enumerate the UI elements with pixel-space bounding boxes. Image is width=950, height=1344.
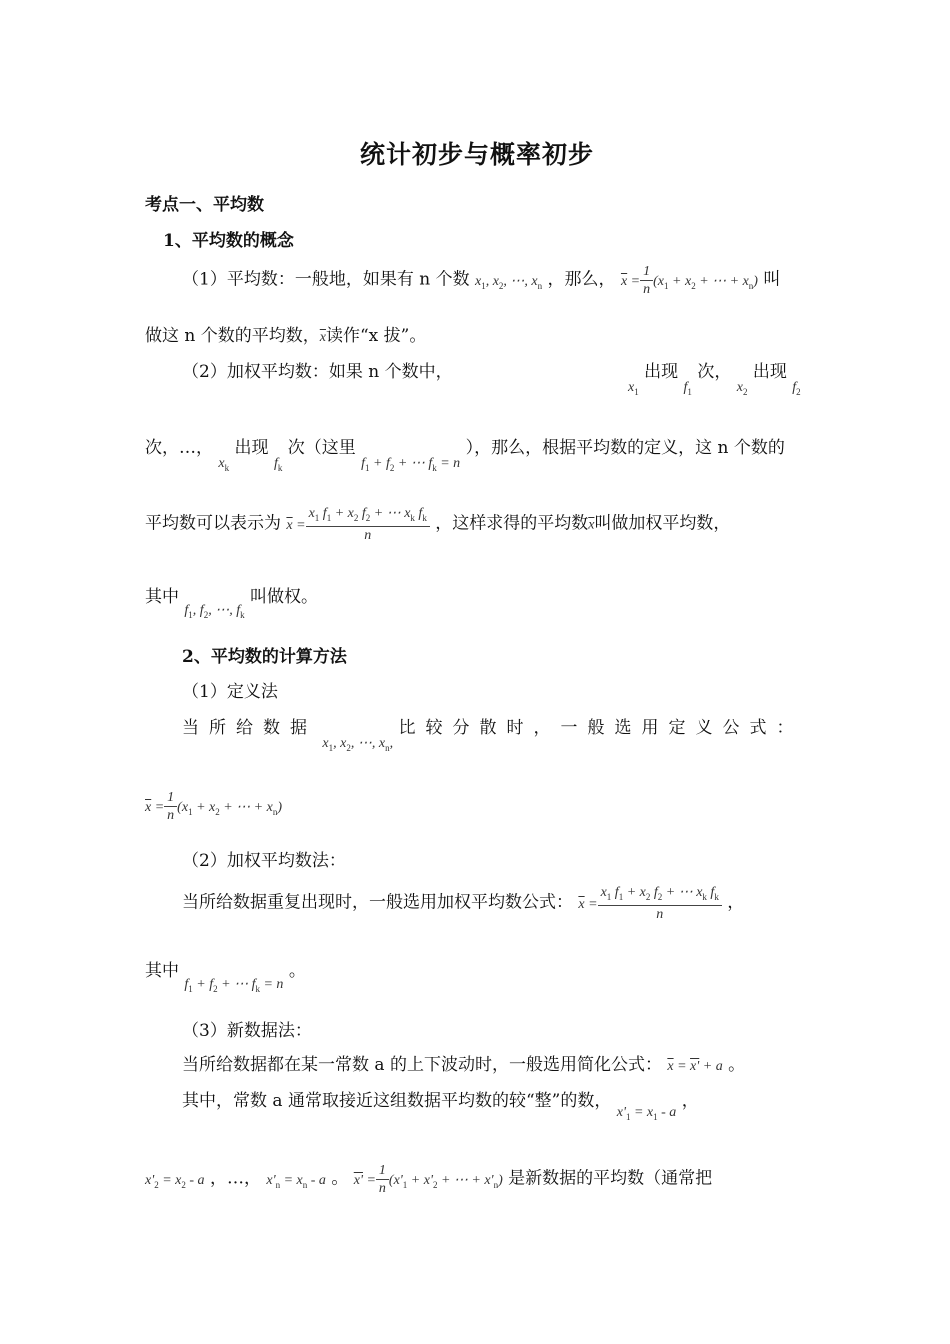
formula-xk: xk — [218, 456, 230, 473]
text: 出现 — [234, 438, 269, 458]
formula-simplified: $\overline{x} = x' + a$ — [667, 1059, 723, 1074]
formula-f-sum: f1 + f2 + ⋯ fk = n — [361, 456, 461, 473]
text: ，这样求得的平均数 — [435, 513, 589, 534]
weighted-line-2 — [145, 433, 785, 473]
method2-weights — [145, 956, 306, 994]
weighted-line-1 — [628, 357, 801, 397]
formula-weighted-mean: $\overline{x}$ = $\frac{x_1 f_1 + x_2 f_2 + \cdots x_k f_k}{n}$ — [286, 518, 429, 533]
paragraph-mean-definition-cont — [145, 321, 426, 346]
text: 出现 — [644, 362, 679, 382]
method2-heading: （2）加权平均数法： — [182, 851, 346, 871]
formula-new-mean: x' = $\frac{1}{n}$ ($x'_1 + x'_2$ + ⋯ + $x'_n$) — [353, 1163, 503, 1196]
text: 次，…， — [145, 438, 213, 458]
method3-text — [182, 1050, 745, 1075]
weighted-line-4 — [145, 582, 318, 620]
method2-text — [182, 885, 744, 924]
formula-x-bar: $\overline{x}$ — [588, 517, 595, 533]
formula-x-list: x1, x2, ⋯, xn, — [322, 736, 394, 753]
text: 平均数可以表示为 — [145, 513, 281, 534]
page-title: 统计初步与概率初步 — [360, 140, 595, 169]
text: 。 — [331, 1168, 349, 1189]
formula-f1: f1 — [683, 380, 692, 397]
method3-text-2 — [182, 1086, 699, 1122]
weighted-line-3 — [145, 506, 730, 545]
text: 是新数据的平均数（通常把 — [508, 1168, 713, 1189]
text: ，…， — [209, 1168, 261, 1189]
formula-xn-prime: $x'_n = x_n - a$ — [266, 1172, 326, 1190]
text: 叫做权。 — [249, 587, 318, 607]
formula-x-bar: $\overline{x}$ — [319, 330, 326, 345]
text: 叫 — [763, 269, 781, 290]
method3-text-3 — [145, 1163, 712, 1198]
text: 叫做加权平均数， — [594, 513, 731, 534]
text: 读作“x 拔”。 — [325, 326, 427, 346]
formula-x-list: $x_1$, $x_2$, ⋯, $x_n$ — [474, 273, 543, 291]
text: 当所给数据都在某一常数 a 的上下波动时，一般选用简化公式： — [182, 1055, 662, 1075]
method1-formula — [145, 790, 282, 825]
text: 其中 — [145, 961, 179, 981]
text: （1）平均数：一般地，如果有 n 个数 — [182, 269, 470, 290]
method3-heading: （3）新数据法： — [182, 1021, 312, 1041]
text: ），那么，根据平均数的定义，这 n 个数的 — [465, 438, 785, 458]
paragraph-weighted-mean: （2）加权平均数：如果 n 个数中， — [182, 362, 453, 382]
text: 其中，常数 a 通常取接近这组数据平均数的较“整”的数， — [182, 1091, 612, 1111]
formula-x1: x1 — [628, 380, 639, 397]
text: 当所给数据重复出现时，一般选用加权平均数公式： — [182, 892, 573, 913]
formula-weighted-mean: $\overline{x}$ = $\frac{x_1 f_1 + x_2 f_2 + \cdots x_k f_k}{n}$ — [578, 897, 721, 912]
formula-f2: f2 — [792, 380, 801, 397]
text: 。 — [288, 961, 306, 981]
text: 次， — [697, 362, 732, 382]
paragraph-mean-definition — [182, 264, 780, 299]
method1-text — [182, 713, 803, 753]
formula-mean: $\overline{x}$ = $\frac{1}{n}$ ($x_1 + x_2$ + ⋯ + $x_n$) — [145, 790, 283, 823]
subsection-heading-methods: 2、平均数的计算方法 — [182, 647, 347, 667]
formula-f-sum: f1 + f2 + ⋯ fk = n — [184, 977, 284, 994]
text: 当所给数据 — [182, 718, 317, 738]
text: ， — [681, 1091, 699, 1111]
section-heading-kaodian1: 考点一、平均数 — [145, 195, 264, 215]
text: 做这 n 个数的平均数， — [145, 326, 320, 346]
text: 比较分散时，一般选用定义公式： — [398, 718, 804, 738]
formula-x2: x2 — [736, 380, 748, 397]
text: 其中 — [145, 587, 179, 607]
formula-mean: $\overline{x}$ = $\frac{1}{n}$ ($x_1 + x_2$ + ⋯ + $x_n$) — [620, 264, 758, 297]
text: 次（这里 — [287, 438, 356, 458]
text: ， — [727, 892, 745, 913]
formula-fk: fk — [273, 456, 283, 473]
text: ，那么， — [547, 269, 616, 290]
formula-x2-prime: $x'_2 = x_2 - a$ — [145, 1172, 205, 1190]
subsection-heading-concept: 1、平均数的概念 — [163, 231, 294, 251]
formula-f-list: f1, f2, ⋯, fk — [184, 603, 245, 620]
formula-x1-prime: x'1 = x1 - a — [616, 1105, 677, 1122]
text: 出现 — [752, 362, 787, 382]
method1-heading: （1）定义法 — [182, 682, 278, 702]
text: 。 — [728, 1055, 746, 1075]
